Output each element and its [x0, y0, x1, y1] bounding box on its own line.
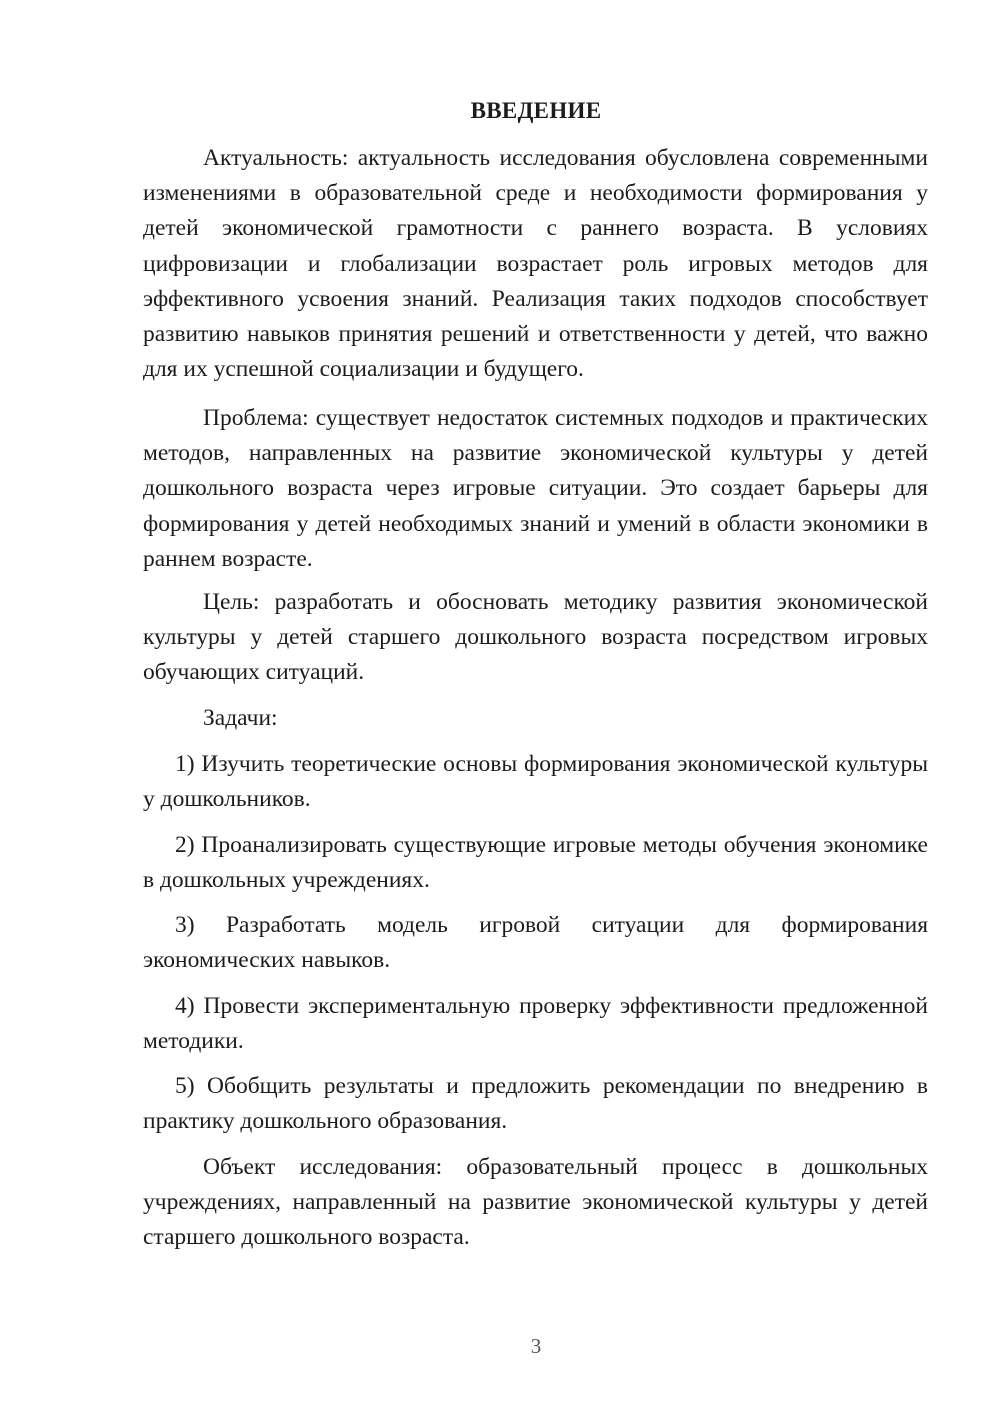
- object-paragraph: Объект исследования: образовательный процесс в дошкольных учреждениях, направленный на развитие экономической культуры у детей старшего дошкольного возраста.: [143, 1154, 928, 1251]
- page-number: 3: [530, 1334, 542, 1358]
- tasks-label: Задачи:: [203, 705, 278, 731]
- task-list-item: 4) Провести экспериментальную проверку эффективности предложенной методики.: [143, 993, 928, 1055]
- task-list-item: 3) Разработать модель игровой ситуации для формирования экономических навыков.: [143, 912, 928, 974]
- task-list-item: 1) Изучить теоретические основы формирования экономической культуры у дошкольников.: [143, 751, 928, 813]
- section-heading: ВВЕДЕНИЕ: [470, 98, 602, 123]
- relevance-paragraph: Актуальность: актуальность исследования обусловлена современными изменениями в образовательной среде и необходимости формирования у детей экономической грамотности с раннего возраста. В условиях цифровизации и глобализации возрастает роль игровых методов для эффективного усвоения знаний. Реализация таких подходов способствует развитию навыков принятия решений и ответственности у детей, что важно для их успешной социализации и будущего.: [143, 145, 928, 383]
- problem-paragraph: Проблема: существует недостаток системных подходов и практических методов, направленных на развитие экономической культуры у детей дошкольного возраста через игровые ситуации. Это создает барьеры для формирования у детей необходимых знаний и умений в области экономики в раннем возрасте.: [143, 405, 928, 572]
- goal-paragraph: Цель: разработать и обосновать методику развития экономической культуры у детей старшего дошкольного возраста посредством игровых обучающих ситуаций.: [143, 589, 928, 686]
- task-list-item: 5) Обобщить результаты и предложить рекомендации по внедрению в практику дошкольного образования.: [143, 1073, 928, 1135]
- task-list-item: 2) Проанализировать существующие игровые методы обучения экономике в дошкольных учреждениях.: [143, 832, 928, 894]
